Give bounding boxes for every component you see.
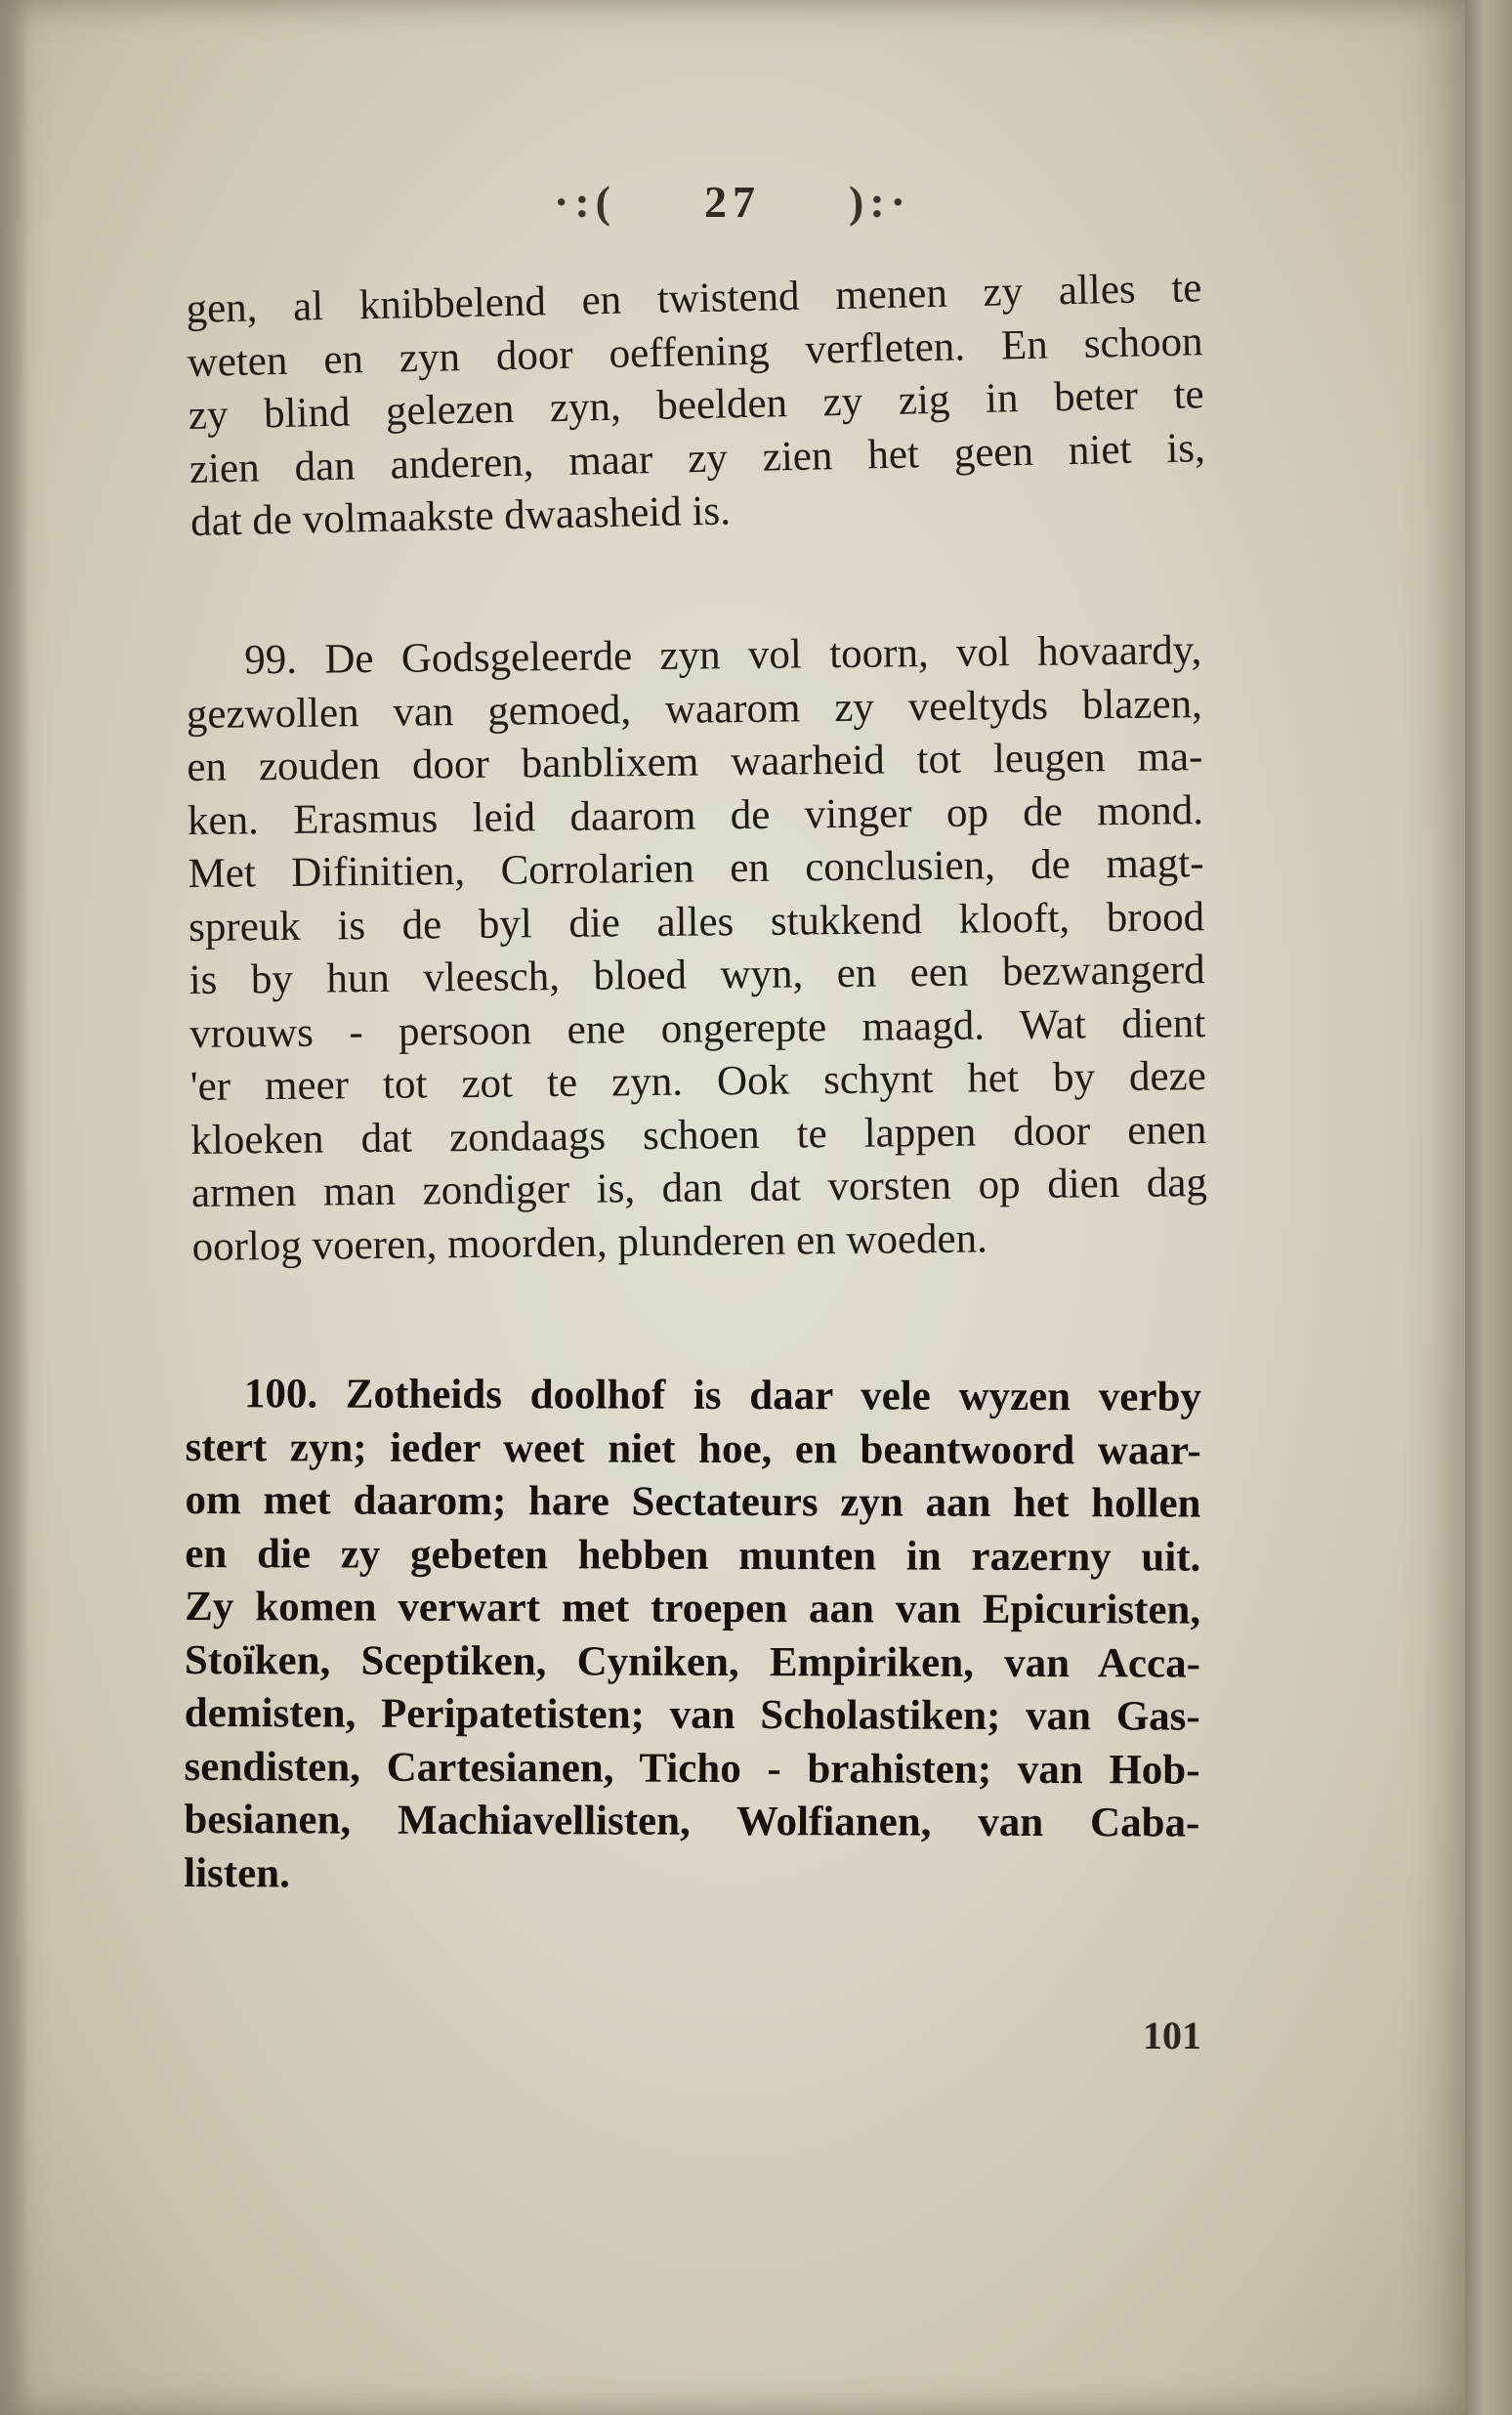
- text-line: 'er meer tot zot te zyn. Ook schynt het by deze: [189, 1053, 1207, 1110]
- text-line: zy blind gelezen zyn, beelden zy zig in beter te: [188, 371, 1205, 439]
- text-line: Met Difinitien, Corrolarien en conclusien, de magt-: [188, 840, 1204, 897]
- paragraph-100: [184, 1368, 1201, 1904]
- text-line: besianen, Machiavellisten, Wolfianen, van Caba-: [184, 1796, 1200, 1846]
- text-line: armen man zondiger is, dan dat vorsten op dien dag: [190, 1160, 1208, 1216]
- text-line: demisten, Peripatetisten; van Scholastiken; van Gas-: [184, 1689, 1200, 1740]
- text-line: listen.: [184, 1849, 290, 1896]
- text-line: is by hun vleesch, bloed wyn, en een bezwangerd: [189, 947, 1205, 1003]
- text-line: zien dan anderen, maar zy zien het geen niet is,: [189, 424, 1206, 492]
- text-line: vrouws - persoon ene ongerepte maagd. Wat dient: [189, 999, 1206, 1057]
- page-header: [0, 176, 1465, 228]
- gutter-shadow: [0, 0, 29, 2415]
- text-line: Stoïken, Sceptiken, Cyniken, Empiriken, van Acca-: [184, 1636, 1201, 1687]
- text-line: stert zyn; ieder weet niet hoe, en beantwoord waar-: [185, 1423, 1201, 1474]
- text-line: spreuk is de byl die alles stukkend klooft, brood: [188, 893, 1205, 951]
- catchword: 101: [1143, 2013, 1201, 2057]
- text-line: 99. De Godsgeleerde zyn vol toorn, vol hovaardy,: [244, 627, 1202, 684]
- text-line: gen, al knibbelend en twistend menen zy alles te: [186, 265, 1202, 332]
- text-line: kloeken dat zondaags schoen te lappen door enen: [190, 1106, 1207, 1164]
- page-number: 27: [704, 177, 761, 227]
- page-edge: [1465, 0, 1512, 2415]
- text-line: 100. Zotheids doolhof is daar vele wyzen verby: [243, 1371, 1201, 1420]
- text-line: oorlog voeren, moorden, plunderen en woeden.: [191, 1214, 988, 1270]
- text-line: om met daarom; hare Sectateurs zyn aan het hollen: [185, 1476, 1201, 1527]
- ornament-right: ):·: [849, 177, 911, 227]
- paragraph-99: [186, 624, 1208, 1274]
- text-line: gezwollen van gemoed, waarom zy veeltyds blazen,: [186, 680, 1203, 738]
- text-line: weten en zyn door oeffening verfleten. En schoon: [187, 318, 1203, 386]
- paragraph-continuation: [186, 262, 1206, 549]
- text-line: sendisten, Cartesianen, Ticho - brahisten; van Hob-: [184, 1743, 1200, 1794]
- text-line: en die zy gebeten hebben munten in razerny uit.: [185, 1530, 1201, 1581]
- text-line: en zouden door banblixem waarheid tot leugen ma-: [187, 734, 1203, 790]
- text-line: ken. Erasmus leid daarom de vinger op de mond.: [187, 786, 1204, 844]
- ornament-left: ·:(: [554, 177, 616, 227]
- text-line: dat de volmaakste dwaasheid is.: [189, 487, 732, 545]
- text-line: Zy komen verwart met troepen aan van Epicuristen,: [185, 1583, 1201, 1633]
